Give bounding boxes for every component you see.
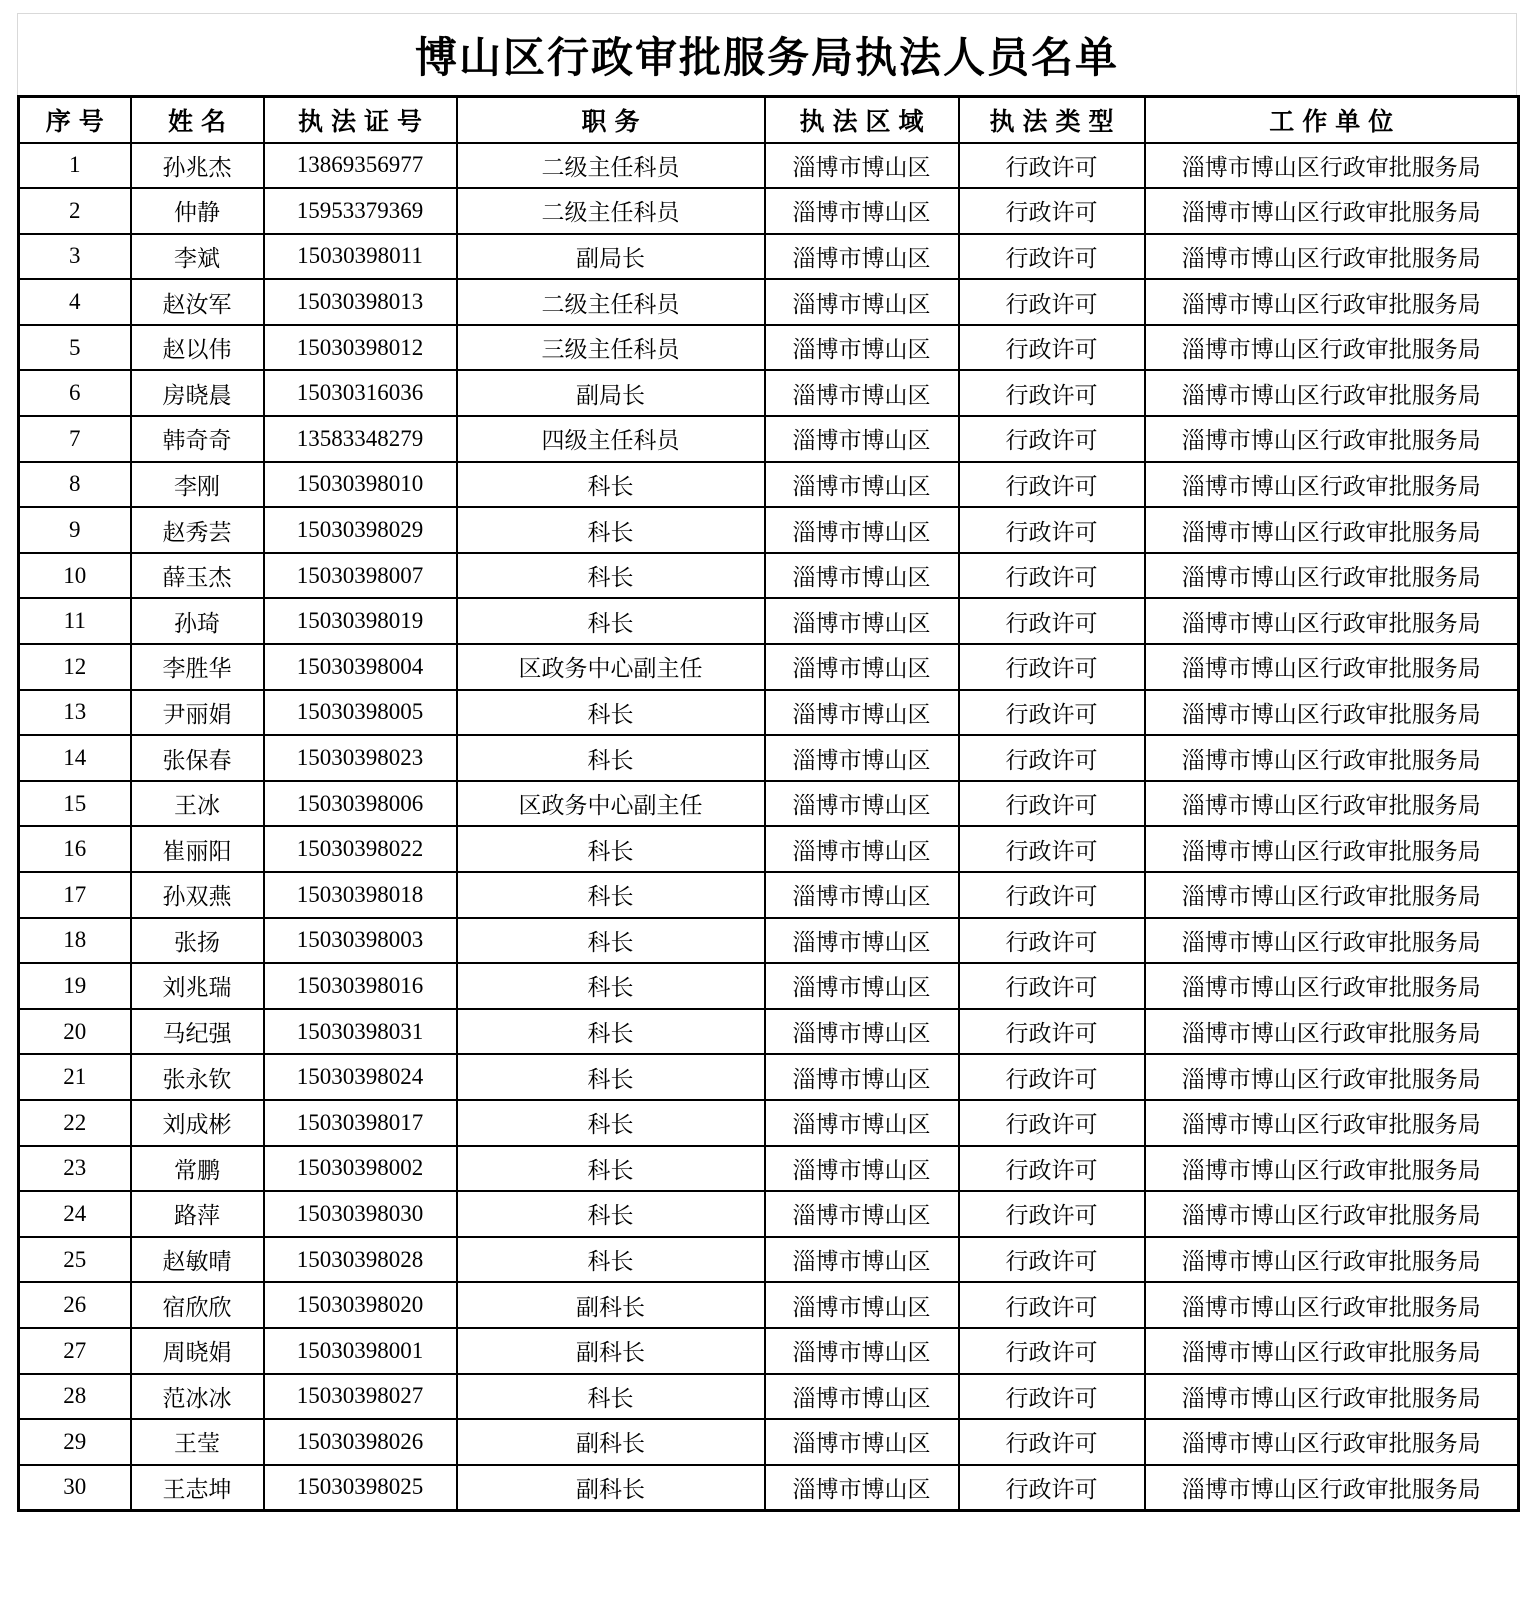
cell-enforcement-area: 淄博市博山区 (765, 690, 959, 736)
cell-work-unit: 淄博市博山区行政审批服务局 (1145, 735, 1519, 781)
cell-position: 科长 (457, 690, 765, 736)
cell-cert-number: 15030398026 (264, 1419, 457, 1465)
cell-index: 18 (19, 918, 131, 964)
cell-work-unit: 淄博市博山区行政审批服务局 (1145, 462, 1519, 508)
table-row (19, 462, 1519, 508)
cell-enforcement-area: 淄博市博山区 (765, 1465, 959, 1511)
cell-index: 14 (19, 735, 131, 781)
cell-enforcement-type: 行政许可 (959, 279, 1145, 325)
cell-name: 仲静 (131, 188, 264, 234)
cell-cert-number: 15030398028 (264, 1237, 457, 1283)
cell-position: 副科长 (457, 1465, 765, 1511)
cell-work-unit: 淄博市博山区行政审批服务局 (1145, 325, 1519, 371)
cell-position: 科长 (457, 1009, 765, 1055)
cell-enforcement-type: 行政许可 (959, 507, 1145, 553)
cell-position: 科长 (457, 735, 765, 781)
cell-work-unit: 淄博市博山区行政审批服务局 (1145, 507, 1519, 553)
cell-position: 科长 (457, 553, 765, 599)
cell-enforcement-area: 淄博市博山区 (765, 1237, 959, 1283)
cell-work-unit: 淄博市博山区行政审批服务局 (1145, 188, 1519, 234)
cell-position: 三级主任科员 (457, 325, 765, 371)
cell-position: 副科长 (457, 1419, 765, 1465)
cell-enforcement-type: 行政许可 (959, 781, 1145, 827)
cell-index: 22 (19, 1100, 131, 1146)
cell-index: 1 (19, 143, 131, 189)
cell-name: 王志坤 (131, 1465, 264, 1511)
cell-name: 路萍 (131, 1191, 264, 1237)
cell-enforcement-type: 行政许可 (959, 234, 1145, 280)
table-row (19, 644, 1519, 690)
cell-position: 科长 (457, 872, 765, 918)
cell-cert-number: 15030398025 (264, 1465, 457, 1511)
cell-position: 科长 (457, 1100, 765, 1146)
cell-index: 27 (19, 1328, 131, 1374)
cell-index: 10 (19, 553, 131, 599)
cell-enforcement-type: 行政许可 (959, 1146, 1145, 1192)
cell-name: 崔丽阳 (131, 826, 264, 872)
cell-enforcement-type: 行政许可 (959, 143, 1145, 189)
cell-name: 张扬 (131, 918, 264, 964)
cell-cert-number: 15030398024 (264, 1054, 457, 1100)
cell-position: 四级主任科员 (457, 416, 765, 462)
cell-position: 副局长 (457, 234, 765, 280)
cell-position: 科长 (457, 507, 765, 553)
cell-position: 科长 (457, 918, 765, 964)
cell-index: 9 (19, 507, 131, 553)
cell-cert-number: 15030398007 (264, 553, 457, 599)
cell-cert-number: 15030398031 (264, 1009, 457, 1055)
cell-work-unit: 淄博市博山区行政审批服务局 (1145, 1054, 1519, 1100)
cell-name: 张保春 (131, 735, 264, 781)
table-header (19, 97, 1519, 143)
table-row (19, 325, 1519, 371)
cell-enforcement-type: 行政许可 (959, 1100, 1145, 1146)
column-header-2: 姓名 (131, 97, 264, 143)
table-row (19, 1191, 1519, 1237)
cell-position: 科长 (457, 462, 765, 508)
cell-enforcement-area: 淄博市博山区 (765, 234, 959, 280)
column-header-3: 执法证号 (264, 97, 457, 143)
cell-work-unit: 淄博市博山区行政审批服务局 (1145, 1100, 1519, 1146)
cell-index: 21 (19, 1054, 131, 1100)
table-row (19, 963, 1519, 1009)
table-row (19, 188, 1519, 234)
cell-work-unit: 淄博市博山区行政审批服务局 (1145, 1328, 1519, 1374)
cell-position: 副科长 (457, 1282, 765, 1328)
cell-index: 13 (19, 690, 131, 736)
table-row (19, 1237, 1519, 1283)
table-row (19, 1282, 1519, 1328)
cell-enforcement-area: 淄博市博山区 (765, 1009, 959, 1055)
cell-name: 赵以伟 (131, 325, 264, 371)
personnel-table (17, 95, 1520, 1512)
cell-index: 17 (19, 872, 131, 918)
cell-work-unit: 淄博市博山区行政审批服务局 (1145, 143, 1519, 189)
cell-name: 赵敏晴 (131, 1237, 264, 1283)
cell-cert-number: 15030398022 (264, 826, 457, 872)
cell-work-unit: 淄博市博山区行政审批服务局 (1145, 1146, 1519, 1192)
cell-cert-number: 15030398030 (264, 1191, 457, 1237)
cell-index: 26 (19, 1282, 131, 1328)
cell-enforcement-type: 行政许可 (959, 553, 1145, 599)
cell-enforcement-area: 淄博市博山区 (765, 1282, 959, 1328)
cell-cert-number: 15953379369 (264, 188, 457, 234)
cell-work-unit: 淄博市博山区行政审批服务局 (1145, 1009, 1519, 1055)
cell-index: 4 (19, 279, 131, 325)
cell-enforcement-area: 淄博市博山区 (765, 279, 959, 325)
cell-enforcement-type: 行政许可 (959, 735, 1145, 781)
table-row (19, 598, 1519, 644)
cell-cert-number: 13583348279 (264, 416, 457, 462)
cell-enforcement-area: 淄博市博山区 (765, 1054, 959, 1100)
cell-index: 20 (19, 1009, 131, 1055)
cell-enforcement-type: 行政许可 (959, 690, 1145, 736)
cell-name: 范冰冰 (131, 1374, 264, 1420)
cell-enforcement-type: 行政许可 (959, 1054, 1145, 1100)
cell-name: 薛玉杰 (131, 553, 264, 599)
column-header-6: 执法类型 (959, 97, 1145, 143)
cell-name: 刘兆瑞 (131, 963, 264, 1009)
cell-enforcement-area: 淄博市博山区 (765, 507, 959, 553)
cell-name: 李胜华 (131, 644, 264, 690)
cell-enforcement-area: 淄博市博山区 (765, 1146, 959, 1192)
table-row (19, 1100, 1519, 1146)
table-row (19, 416, 1519, 462)
cell-name: 马纪强 (131, 1009, 264, 1055)
cell-cert-number: 15030398004 (264, 644, 457, 690)
cell-name: 李刚 (131, 462, 264, 508)
cell-index: 29 (19, 1419, 131, 1465)
cell-name: 张永钦 (131, 1054, 264, 1100)
cell-enforcement-type: 行政许可 (959, 416, 1145, 462)
table-row (19, 1374, 1519, 1420)
table-row (19, 279, 1519, 325)
cell-work-unit: 淄博市博山区行政审批服务局 (1145, 416, 1519, 462)
cell-index: 30 (19, 1465, 131, 1511)
cell-cert-number: 15030398002 (264, 1146, 457, 1192)
column-header-4: 职务 (457, 97, 765, 143)
cell-enforcement-type: 行政许可 (959, 188, 1145, 234)
cell-work-unit: 淄博市博山区行政审批服务局 (1145, 644, 1519, 690)
cell-enforcement-type: 行政许可 (959, 1009, 1145, 1055)
cell-enforcement-type: 行政许可 (959, 325, 1145, 371)
cell-enforcement-type: 行政许可 (959, 826, 1145, 872)
column-header-1: 序号 (19, 97, 131, 143)
table-row (19, 690, 1519, 736)
table-row (19, 1054, 1519, 1100)
cell-cert-number: 15030398003 (264, 918, 457, 964)
cell-enforcement-area: 淄博市博山区 (765, 1191, 959, 1237)
cell-index: 2 (19, 188, 131, 234)
cell-work-unit: 淄博市博山区行政审批服务局 (1145, 1374, 1519, 1420)
cell-index: 8 (19, 462, 131, 508)
cell-enforcement-area: 淄博市博山区 (765, 598, 959, 644)
cell-enforcement-type: 行政许可 (959, 1419, 1145, 1465)
cell-position: 科长 (457, 1374, 765, 1420)
cell-enforcement-area: 淄博市博山区 (765, 918, 959, 964)
cell-cert-number: 15030398011 (264, 234, 457, 280)
cell-index: 15 (19, 781, 131, 827)
cell-work-unit: 淄博市博山区行政审批服务局 (1145, 553, 1519, 599)
cell-work-unit: 淄博市博山区行政审批服务局 (1145, 234, 1519, 280)
cell-enforcement-area: 淄博市博山区 (765, 553, 959, 599)
cell-position: 科长 (457, 598, 765, 644)
cell-index: 28 (19, 1374, 131, 1420)
cell-name: 赵汝军 (131, 279, 264, 325)
cell-index: 19 (19, 963, 131, 1009)
cell-position: 科长 (457, 1146, 765, 1192)
cell-index: 7 (19, 416, 131, 462)
cell-cert-number: 15030398005 (264, 690, 457, 736)
cell-enforcement-type: 行政许可 (959, 644, 1145, 690)
cell-enforcement-type: 行政许可 (959, 1465, 1145, 1511)
cell-index: 3 (19, 234, 131, 280)
table-row (19, 1009, 1519, 1055)
cell-cert-number: 15030398018 (264, 872, 457, 918)
cell-enforcement-area: 淄博市博山区 (765, 644, 959, 690)
cell-cert-number: 15030398006 (264, 781, 457, 827)
cell-work-unit: 淄博市博山区行政审批服务局 (1145, 781, 1519, 827)
cell-cert-number: 15030398027 (264, 1374, 457, 1420)
cell-index: 5 (19, 325, 131, 371)
table-row (19, 781, 1519, 827)
table-row (19, 370, 1519, 416)
cell-enforcement-type: 行政许可 (959, 1374, 1145, 1420)
cell-enforcement-area: 淄博市博山区 (765, 370, 959, 416)
table-row (19, 507, 1519, 553)
cell-position: 科长 (457, 1054, 765, 1100)
table-row (19, 1146, 1519, 1192)
cell-index: 25 (19, 1237, 131, 1283)
cell-work-unit: 淄博市博山区行政审批服务局 (1145, 963, 1519, 1009)
cell-work-unit: 淄博市博山区行政审批服务局 (1145, 279, 1519, 325)
cell-position: 科长 (457, 1237, 765, 1283)
cell-enforcement-area: 淄博市博山区 (765, 1328, 959, 1374)
cell-cert-number: 13869356977 (264, 143, 457, 189)
cell-position: 二级主任科员 (457, 279, 765, 325)
cell-enforcement-area: 淄博市博山区 (765, 1374, 959, 1420)
cell-enforcement-area: 淄博市博山区 (765, 826, 959, 872)
cell-name: 尹丽娟 (131, 690, 264, 736)
cell-cert-number: 15030398019 (264, 598, 457, 644)
cell-work-unit: 淄博市博山区行政审批服务局 (1145, 918, 1519, 964)
cell-enforcement-type: 行政许可 (959, 872, 1145, 918)
table-row (19, 1328, 1519, 1374)
cell-name: 王莹 (131, 1419, 264, 1465)
cell-work-unit: 淄博市博山区行政审批服务局 (1145, 872, 1519, 918)
cell-enforcement-area: 淄博市博山区 (765, 1419, 959, 1465)
cell-name: 房晓晨 (131, 370, 264, 416)
cell-cert-number: 15030398017 (264, 1100, 457, 1146)
cell-enforcement-area: 淄博市博山区 (765, 188, 959, 234)
cell-position: 副局长 (457, 370, 765, 416)
page-title: 博山区行政审批服务局执法人员名单 (17, 13, 1517, 95)
cell-position: 科长 (457, 1191, 765, 1237)
cell-cert-number: 15030398029 (264, 507, 457, 553)
header-row (19, 97, 1519, 143)
cell-work-unit: 淄博市博山区行政审批服务局 (1145, 1419, 1519, 1465)
cell-name: 周晓娟 (131, 1328, 264, 1374)
cell-index: 12 (19, 644, 131, 690)
cell-enforcement-type: 行政许可 (959, 1328, 1145, 1374)
cell-name: 王冰 (131, 781, 264, 827)
cell-cert-number: 15030398016 (264, 963, 457, 1009)
column-header-5: 执法区域 (765, 97, 959, 143)
cell-name: 宿欣欣 (131, 1282, 264, 1328)
cell-position: 科长 (457, 826, 765, 872)
cell-work-unit: 淄博市博山区行政审批服务局 (1145, 370, 1519, 416)
table-row (19, 143, 1519, 189)
cell-enforcement-type: 行政许可 (959, 963, 1145, 1009)
cell-name: 韩奇奇 (131, 416, 264, 462)
table-row (19, 553, 1519, 599)
cell-enforcement-area: 淄博市博山区 (765, 963, 959, 1009)
cell-cert-number: 15030398023 (264, 735, 457, 781)
cell-enforcement-type: 行政许可 (959, 370, 1145, 416)
cell-work-unit: 淄博市博山区行政审批服务局 (1145, 598, 1519, 644)
table-row (19, 735, 1519, 781)
table-row (19, 826, 1519, 872)
cell-index: 6 (19, 370, 131, 416)
cell-work-unit: 淄博市博山区行政审批服务局 (1145, 690, 1519, 736)
cell-work-unit: 淄博市博山区行政审批服务局 (1145, 1282, 1519, 1328)
column-header-7: 工作单位 (1145, 97, 1519, 143)
cell-enforcement-type: 行政许可 (959, 462, 1145, 508)
cell-enforcement-area: 淄博市博山区 (765, 462, 959, 508)
cell-name: 李斌 (131, 234, 264, 280)
table-row (19, 872, 1519, 918)
cell-name: 赵秀芸 (131, 507, 264, 553)
cell-index: 16 (19, 826, 131, 872)
cell-cert-number: 15030398001 (264, 1328, 457, 1374)
cell-name: 孙琦 (131, 598, 264, 644)
cell-cert-number: 15030316036 (264, 370, 457, 416)
table-row (19, 918, 1519, 964)
cell-name: 刘成彬 (131, 1100, 264, 1146)
table-row (19, 1465, 1519, 1511)
cell-enforcement-area: 淄博市博山区 (765, 735, 959, 781)
cell-index: 11 (19, 598, 131, 644)
cell-enforcement-type: 行政许可 (959, 598, 1145, 644)
cell-name: 孙兆杰 (131, 143, 264, 189)
cell-name: 孙双燕 (131, 872, 264, 918)
cell-name: 常鹏 (131, 1146, 264, 1192)
cell-position: 二级主任科员 (457, 188, 765, 234)
cell-position: 区政务中心副主任 (457, 644, 765, 690)
cell-enforcement-area: 淄博市博山区 (765, 143, 959, 189)
cell-enforcement-area: 淄博市博山区 (765, 416, 959, 462)
cell-work-unit: 淄博市博山区行政审批服务局 (1145, 826, 1519, 872)
cell-enforcement-area: 淄博市博山区 (765, 781, 959, 827)
cell-cert-number: 15030398020 (264, 1282, 457, 1328)
table-body (19, 143, 1519, 1511)
cell-enforcement-type: 行政许可 (959, 918, 1145, 964)
cell-cert-number: 15030398012 (264, 325, 457, 371)
cell-position: 二级主任科员 (457, 143, 765, 189)
cell-cert-number: 15030398010 (264, 462, 457, 508)
cell-work-unit: 淄博市博山区行政审批服务局 (1145, 1237, 1519, 1283)
table-row (19, 1419, 1519, 1465)
cell-work-unit: 淄博市博山区行政审批服务局 (1145, 1191, 1519, 1237)
cell-cert-number: 15030398013 (264, 279, 457, 325)
cell-position: 区政务中心副主任 (457, 781, 765, 827)
cell-enforcement-type: 行政许可 (959, 1282, 1145, 1328)
cell-enforcement-type: 行政许可 (959, 1237, 1145, 1283)
cell-enforcement-area: 淄博市博山区 (765, 325, 959, 371)
cell-index: 24 (19, 1191, 131, 1237)
cell-position: 副科长 (457, 1328, 765, 1374)
cell-enforcement-area: 淄博市博山区 (765, 1100, 959, 1146)
cell-position: 科长 (457, 963, 765, 1009)
table-row (19, 234, 1519, 280)
cell-enforcement-type: 行政许可 (959, 1191, 1145, 1237)
cell-index: 23 (19, 1146, 131, 1192)
cell-work-unit: 淄博市博山区行政审批服务局 (1145, 1465, 1519, 1511)
cell-enforcement-area: 淄博市博山区 (765, 872, 959, 918)
